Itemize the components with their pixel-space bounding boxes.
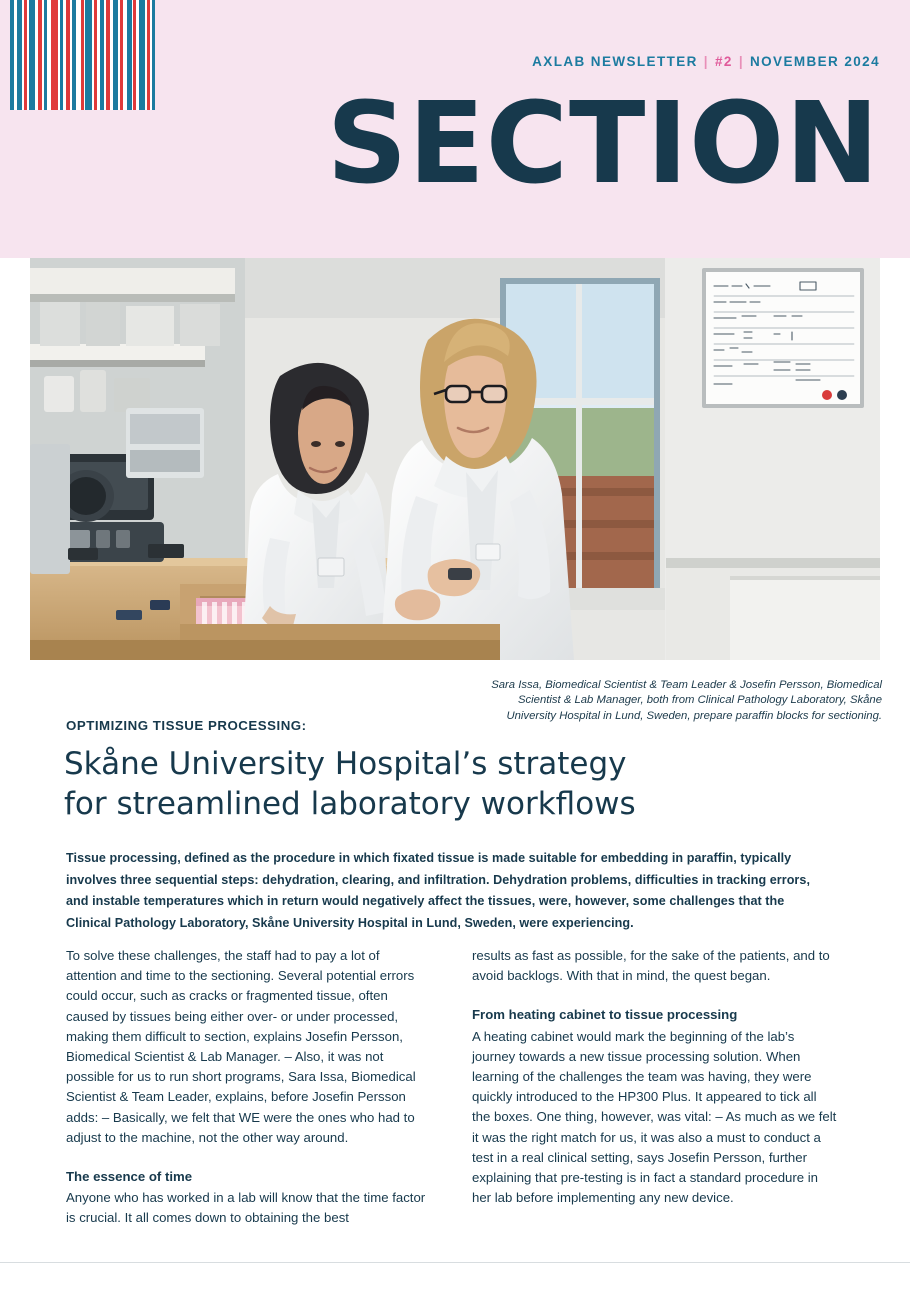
article-standfirst: Tissue processing, defined as the procedure in which fixated tissue is made suitable for embedding in paraffin, typically involves three sequential steps: dehydration, clearing, and infiltration. Dehydration problems, difficulties in tracking errors, and instable temperatures which in return would negatively affect the tissues, were, however, some challenges that the Clinical Pathology Laboratory, Skåne University Hospital in Lund, Sweden, were experiencing.	[66, 851, 810, 930]
masthead	[0, 0, 910, 258]
kicker-date: NOVEMBER 2024	[750, 54, 880, 69]
article-column-left	[66, 946, 431, 1248]
kicker-issue: #2	[714, 54, 733, 69]
right-paragraph-2: A heating cabinet would mark the beginning of the lab’s journey towards a new tissue processing solution. When learning of the challenges the team was having, they were quickly introduced to the HP300 Plus. It appeared to tick all the boxes. One thing, however, was vital: – As much as we felt it was the right match for us, it was also a must to conduct a test in a real clinical setting, says Josefin Persson, further explaining that pre-testing is in fact a standard procedure in her lab before implementing any new device.	[472, 1028, 837, 1206]
headline-line-2: for streamlined laboratory workflows	[64, 786, 636, 822]
page-title: SECTION	[326, 79, 880, 209]
newsletter-kicker	[0, 54, 880, 69]
kicker-brand: AXLAB NEWSLETTER	[532, 54, 698, 69]
hero-caption: Sara Issa, Biomedical Scientist & Team Leader & Josefin Persson, Biomedical Scientist & Lab Manager, both from Clinical Pathology Laboratory, Skåne University Hospital in Lund, Sweden, prepare paraffin blocks for sectioning.	[491, 679, 882, 722]
left-subhead: The essence of time	[66, 1169, 193, 1185]
right-subhead: From heating cabinet to tissue processing	[472, 1007, 738, 1023]
article-eyebrow: OPTIMIZING TISSUE PROCESSING:	[66, 718, 307, 733]
right-paragraph-1: results as fast as possible, for the sake of the patients, and to avoid backlogs. With that in mind, the quest began.	[472, 948, 830, 984]
footer-divider	[0, 1262, 910, 1263]
kicker-separator-2: |	[738, 54, 744, 69]
article-column-right	[472, 946, 837, 1227]
left-paragraph-2: Anyone who has worked in a lab will know that the time factor is crucial. It all comes down to obtaining the best	[66, 1190, 426, 1226]
left-paragraph-1: To solve these challenges, the staff had to pay a lot of attention and time to the sectioning. Several potential errors could occur, such as cracks or fragmented tissue, often caused by tissues being either over- or under processed, making them difficult to section, explains Josefin Persson, Biomedical Scientist & Lab Manager. – Also, it was not possible for us to run short programs, Sara Issa, Biomedical Scientist & Team Leader, explains, before Josefin Persson adds: – Basically, we felt that WE were the ones who had to adjust to the machine, not the other way around.	[66, 948, 416, 1145]
kicker-separator-1: |	[703, 54, 709, 69]
hero-image	[30, 258, 880, 660]
headline-line-1: Skåne University Hospital’s strategy	[64, 746, 627, 782]
article-headline	[64, 744, 764, 824]
